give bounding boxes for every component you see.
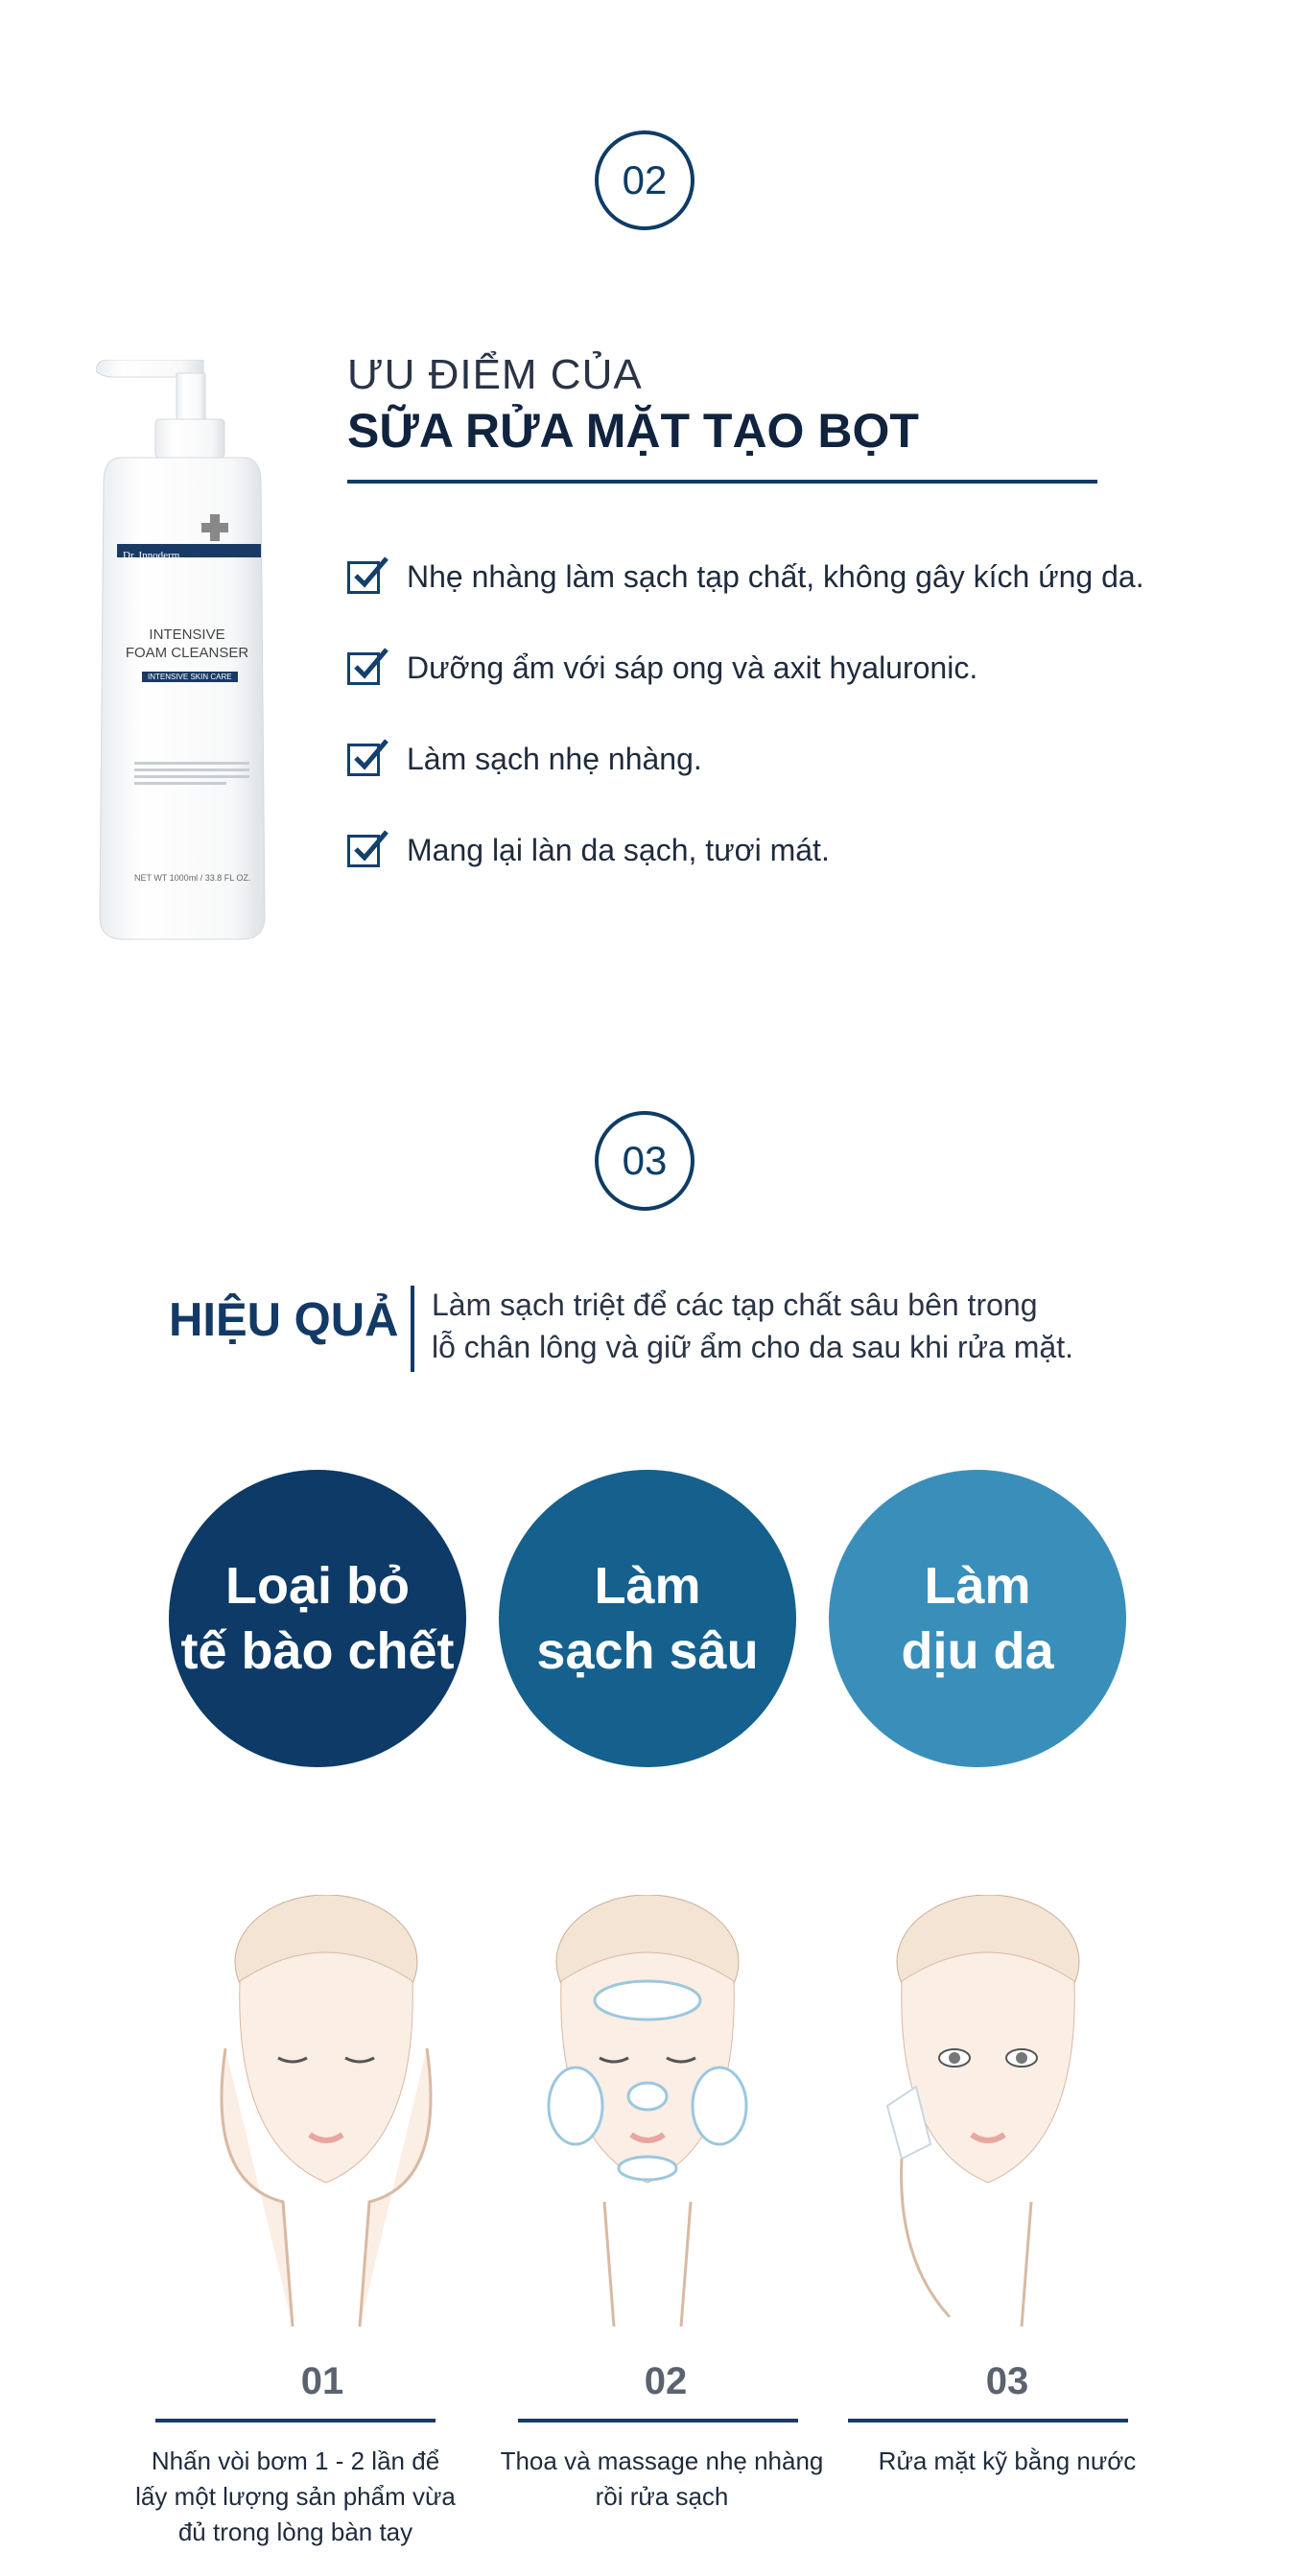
advantage-item (347, 559, 1144, 595)
advantages-title-line2: SỮA RỬA MẶT TẠO BỌT (347, 404, 919, 458)
step-number: 02 (644, 2360, 688, 2402)
benefit-circle-soothe (829, 1470, 1126, 1767)
step-divider (518, 2419, 798, 2422)
advantage-text: Làm sạch nhẹ nhàng. (407, 742, 702, 776)
advantage-item (347, 833, 830, 868)
effects-divider (411, 1286, 414, 1372)
benefit-circle-deep-clean (499, 1470, 796, 1767)
step-text: Thoa và massage nhẹ nhàng rồi rửa sạch (500, 2446, 824, 2511)
advantage-text: Mang lại làn da sạch, tươi mát. (407, 833, 830, 867)
benefit-label-line1: Làm (924, 1557, 1031, 1615)
effects-desc-line2: lỗ chân lông và giữ ẩm cho da sau khi rửa mặt. (432, 1330, 1073, 1364)
step-text: Rửa mặt kỹ bằng nước (878, 2446, 1137, 2475)
section-number-03: 03 (595, 1111, 695, 1211)
advantage-text: Dưỡng ẩm với sáp ong và axit hyaluronic. (407, 650, 978, 685)
advantage-text: Nhẹ nhàng làm sạch tạp chất, không gây kích ứng da. (407, 559, 1144, 594)
step-number: 01 (300, 2360, 344, 2402)
benefit-label-line2: tế bào chết (180, 1622, 455, 1680)
advantages-divider (347, 480, 1097, 484)
bottle-name-line1: INTENSIVE (149, 626, 225, 643)
face-illustration-step3 (859, 1895, 1118, 2336)
benefit-circle-exfoliate (169, 1470, 466, 1767)
face-illustration-step2 (518, 1895, 777, 2336)
advantages-title-line1: ƯU ĐIỂM CỦA (347, 351, 643, 398)
benefit-label-line1: Làm (594, 1557, 701, 1615)
benefit-label-line1: Loại bỏ (225, 1557, 410, 1615)
step-number: 03 (985, 2360, 1029, 2402)
bottle-brand: Dr. Innoderm (123, 550, 180, 561)
bottle-name-line2: FOAM CLEANSER (125, 645, 249, 661)
effects-description (432, 1284, 1161, 1368)
checkbox-check-icon (347, 561, 380, 594)
advantage-item (347, 650, 977, 686)
checkbox-check-icon (347, 652, 380, 685)
advantage-item (347, 742, 702, 777)
bottle-small-text (134, 758, 249, 802)
section-number-02: 02 (595, 130, 695, 230)
effects-desc-line1: Làm sạch triệt để các tạp chất sâu bên trong (432, 1288, 1038, 1322)
face-illustration-step1 (197, 1895, 456, 2336)
bottle-net-weight: NET WT 1000ml / 33.8 FL OZ. (134, 873, 251, 883)
bottle-tag: INTENSIVE SKIN CARE (142, 672, 238, 682)
checkbox-check-icon (347, 835, 380, 867)
benefit-label-line2: sạch sâu (536, 1622, 759, 1680)
effects-heading: HIỆU QUẢ (169, 1294, 399, 1346)
step-text: Nhấn vòi bơm 1 - 2 lần để lấy một lượng sản phẩm vừa đủ trong lòng bàn tay (135, 2446, 456, 2546)
checkbox-check-icon (347, 744, 380, 776)
benefit-label-line2: dịu da (901, 1622, 1054, 1680)
step-divider (155, 2419, 436, 2422)
step-divider (848, 2419, 1128, 2422)
bottle-product-name (96, 626, 278, 662)
